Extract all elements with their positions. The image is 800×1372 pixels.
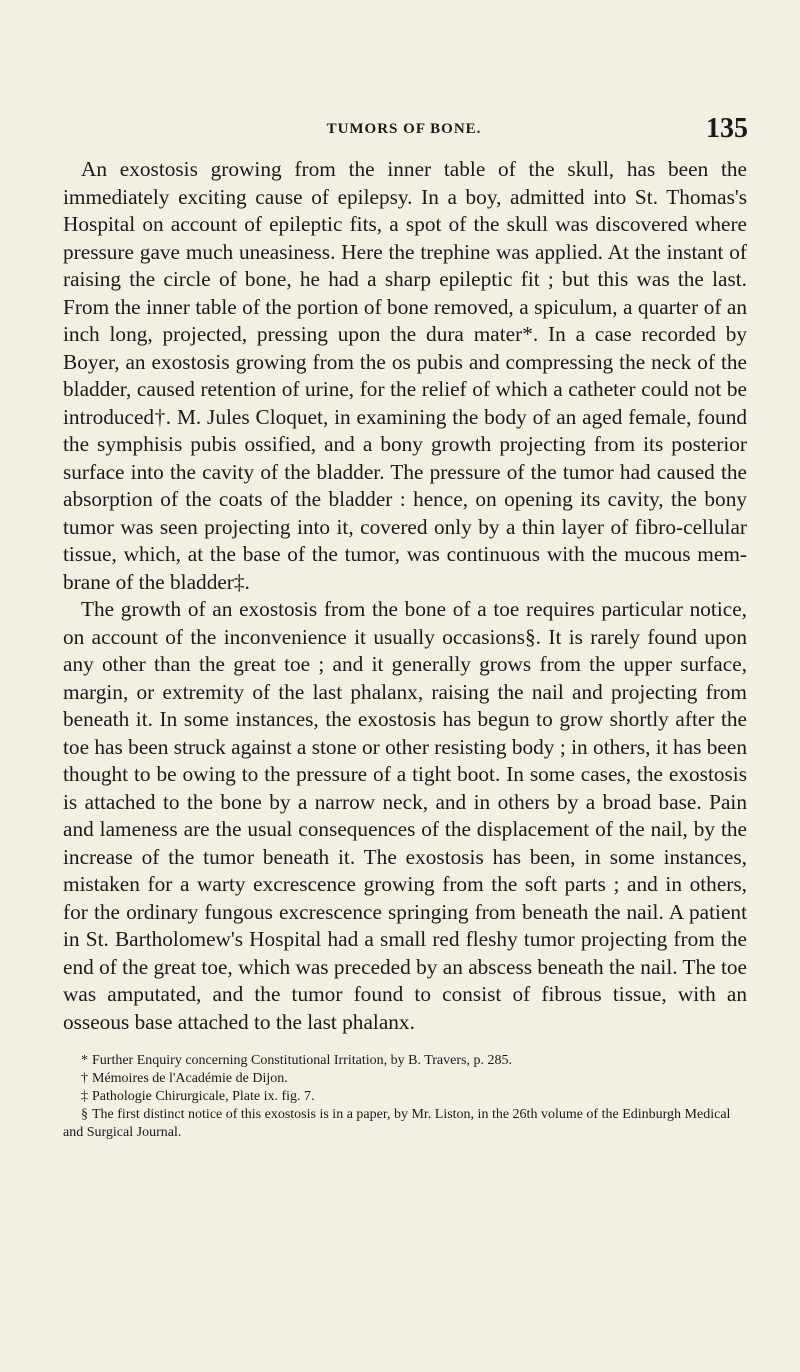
footnote-text: Mémoires de l'Académie de Dijon. [92, 1071, 288, 1086]
footnote [63, 1070, 747, 1088]
body-text [63, 156, 747, 1036]
footnote-text: Further Enquiry concerning Constitutional Irritation, by B. Travers, p. 285. [92, 1053, 512, 1068]
footnote-mark: § [81, 1107, 88, 1122]
running-title: TUMORS OF BONE. [326, 121, 482, 137]
footnote-text: Pathologie Chirurgicale, Plate ix. fig. 7. [92, 1089, 315, 1104]
footnotes [63, 1052, 747, 1142]
page-header [60, 113, 748, 147]
paragraph: An exostosis growing from the inner table of the skull, has been the immediately exciting cause of epilepsy. In a boy, admitted into St. Thomas's Hospital on account of epileptic fits, a spot of the skull was discovered where pressure gave much uneasiness. Here the trephine was applied. At the instant of raising the circle of bone, he had a sharp epileptic fit ; but this was the last. From the inner table of the portion of bone removed, a spiculum, a quarter of an inch long, projected, pressing upon the dura mater*. In a case recorded by Boyer, an exostosis growing from the os pubis and compressing the neck of the bladder, caused retention of urine, for the relief of which a catheter could not be introduced†. M. Jules Cloquet, in examining the body of an aged female, found the symphisis pubis ossified, and a bony growth projecting from its posterior surface into the cavity of the bladder. The pressure of the tumor had caused the absorption of the coats of the bladder : hence, on opening its cavity, the bony tumor was seen projecting into it, covered only by a thin layer of fibro-cellular tissue, which, at the base of the tumor, was continuous with the mucous membrane of the bladder‡. [63, 157, 747, 594]
footnote-mark: ‡ [81, 1089, 88, 1104]
footnote-mark: † [81, 1071, 88, 1086]
footnote [63, 1106, 747, 1142]
footnote [63, 1052, 747, 1070]
footnote-text: The first distinct notice of this exostosis is in a paper, by Mr. Liston, in the 26th volume of the Edinburgh Medical and Surgical Journal. [63, 1107, 731, 1140]
footnote [63, 1088, 747, 1106]
paragraph: The growth of an exostosis from the bone of a toe requires particular notice, on account of the inconvenience it usually occasions§. It is rarely found upon any other than the great toe ; and it generally grows from the upper surface, margin, or extremity of the last phalanx, raising the nail and projecting from beneath it. In some instances, the exostosis has begun to grow shortly after the toe has been struck against a stone or other resisting body ; in others, it has been thought to be owing to the pressure of a tight boot. In some cases, the exostosis is attached to the bone by a narrow neck, and in others by a broad base. Pain and lameness are the usual consequences of the displacement of the nail, by the increase of the tumor beneath it. The exostosis has been, in some instances, mistaken for a warty excrescence growing from the soft parts ; and in others, for the ordinary fungous excrescence springing from beneath the nail. A patient in St. Bartholomew's Hospital had a small red fleshy tumor projecting from the end of the great toe, which was preceded by an abscess beneath the nail. The toe was amputated, and the tumor found to consist of fibrous tissue, with an osseous base attached to the last phalanx. [63, 597, 747, 1034]
page-number: 135 [706, 113, 748, 144]
footnote-mark: * [81, 1053, 88, 1068]
